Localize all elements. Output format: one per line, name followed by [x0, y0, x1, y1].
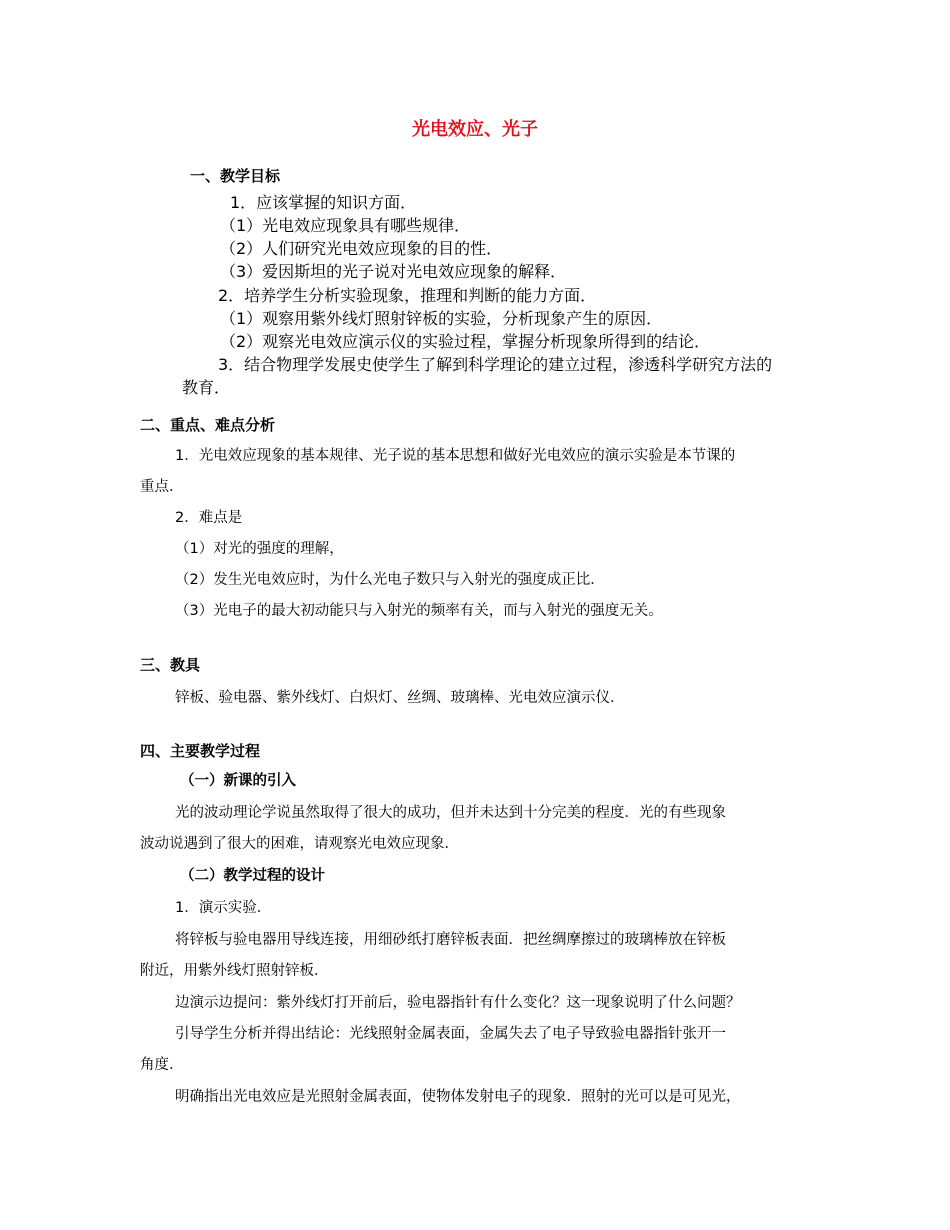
section1-line: 教育． — [182, 378, 231, 397]
section2-line: （1）对光的强度的理解， — [175, 541, 344, 557]
paragraph-line: 波动说遇到了很大的困难，请观察光电效应现象． — [140, 836, 459, 852]
section1-line: 3．结合物理学发展史使学生了解到科学理论的建立过程，渗透科学研究方法的 — [218, 355, 773, 374]
paragraph-line: 引导学生分析并得出结论：光线照射金属表面，金属失去了电子导致验电器指针张开一 — [175, 1026, 726, 1042]
paragraph-line: 将锌板与验电器用导线连接，用细砂纸打磨锌板表面．把丝绸摩擦过的玻璃棒放在锌板 — [175, 932, 726, 948]
paragraph-line: 边演示边提问：紫外线灯打开前后，验电器指针有什么变化？这一现象说明了什么问题？ — [175, 995, 741, 1011]
subsection-heading: （二）教学过程的设计 — [180, 868, 325, 884]
section1-line: 1．应该掌握的知识方面． — [230, 193, 417, 212]
section2-line: 重点． — [140, 479, 184, 495]
section2-line: 1．光电效应现象的基本规律、光子说的基本思想和做好光电效应的演示实验是本节课的 — [175, 448, 736, 464]
paragraph-line: 明确指出光电效应是光照射金属表面，使物体发射电子的现象．照射的光可以是可见光， — [175, 1089, 741, 1105]
section1-line: 2．培养学生分析实验现象，推理和判断的能力方面． — [218, 286, 597, 305]
paragraph-line: 1．演示实验． — [175, 900, 272, 916]
section1-line: （1）光电效应现象具有哪些规律． — [220, 216, 471, 235]
paragraph-line: 角度． — [140, 1057, 184, 1073]
section1-line: （2）人们研究光电效应现象的目的性． — [220, 239, 503, 258]
section2-line: 2．难点是 — [175, 510, 243, 526]
paragraph-line: 光的波动理论学说虽然取得了很大的成功，但并未达到十分完美的程度．光的有些现象 — [175, 805, 726, 821]
section2-line: （3）光电子的最大初动能只与入射光的频率有关，而与入射光的强度无关。 — [175, 603, 663, 619]
section1-line: （2）观察光电效应演示仪的实验过程，掌握分析现象所得到的结论． — [220, 332, 711, 351]
page-title: 光电效应、光子 — [412, 119, 538, 140]
section2-heading: 二、重点、难点分析 — [140, 416, 276, 434]
section2-line: （2）发生光电效应时，为什么光电子数只与入射光的强度成正比． — [175, 572, 605, 588]
paragraph-line: 附近，用紫外线灯照射锌板． — [140, 963, 329, 979]
section1-heading: 一、教学目标 — [190, 167, 281, 185]
section3-heading: 三、教具 — [140, 656, 201, 674]
section4-heading: 四、主要教学过程 — [140, 742, 261, 760]
section1-line: （1）观察用紫外线灯照射锌板的实验，分析现象产生的原因． — [220, 309, 663, 328]
section3-line: 锌板、验电器、紫外线灯、白炽灯、丝绸、玻璃棒、光电效应演示仪． — [175, 690, 625, 706]
subsection-heading: （一）新课的引入 — [180, 773, 296, 789]
section1-line: （3）爱因斯坦的光子说对光电效应现象的解释． — [220, 262, 567, 281]
